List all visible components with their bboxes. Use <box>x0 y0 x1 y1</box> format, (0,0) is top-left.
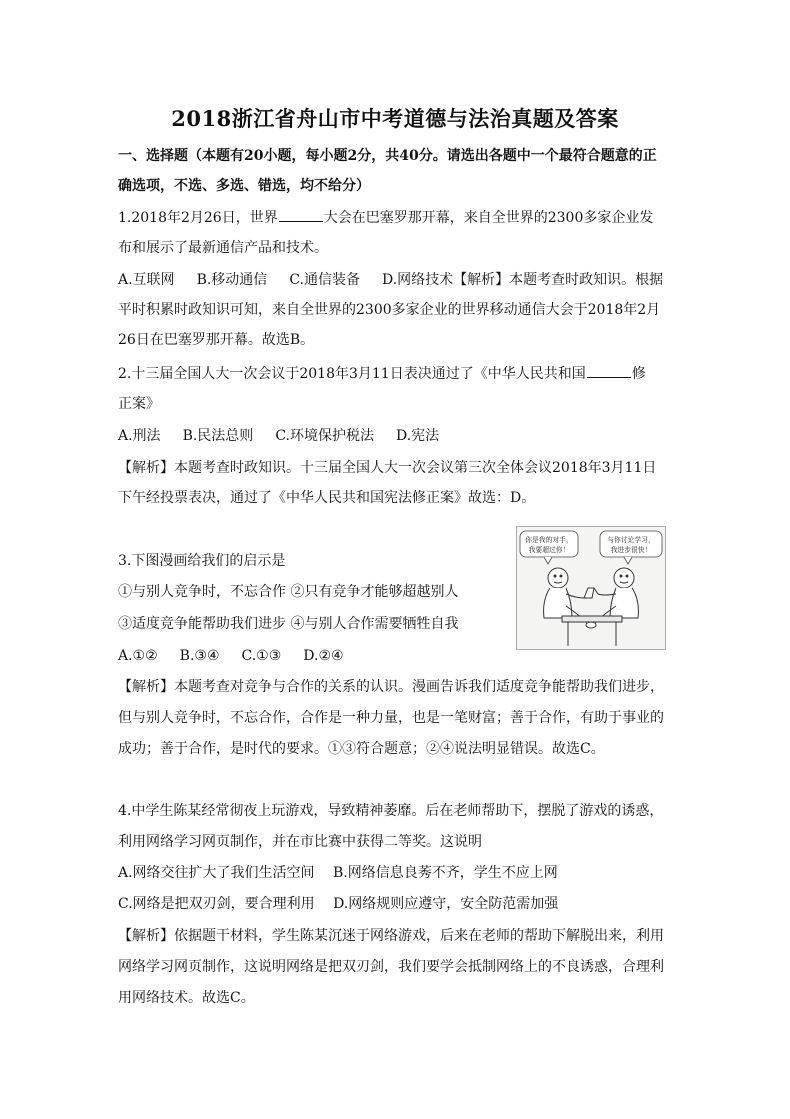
q3-choice-line1: ①与别人竞争时，不忘合作 ②只有竞争才能够超越别人 <box>118 584 459 600</box>
section-heading-line1: 一、选择题（本题有20小题，每小题2分，共40分。请选出各题中一个最符合题意的正 <box>118 148 657 164</box>
q1-stem-line1 <box>118 207 653 228</box>
q2-blank <box>587 363 631 378</box>
comic-bubble-left-text-1: 你是我的对手， <box>525 536 573 544</box>
q4-stem-line1: 4.中学生陈某经常彻夜上玩游戏，导致精神萎靡。后在老师帮助下，摆脱了游戏的诱惑， <box>118 803 664 819</box>
q3-options <box>118 646 344 666</box>
q2-stem-line2: 正案》 <box>118 396 160 412</box>
q4-analysis-line2: 网络学习网页制作，这说明网络是把双刃剑，我们要学会抵制网络上的不良诱惑，合理利 <box>118 959 664 975</box>
q2-option-d: D.宪法 <box>395 428 440 444</box>
document-title: 2018浙江省舟山市中考道德与法治真题及答案 <box>171 106 619 131</box>
comic-bubble-right-text-2: 我进步很快！ <box>610 546 652 554</box>
q1-option-d: D.网络技术 <box>381 272 454 288</box>
q4-analysis-line3: 用网络技术。故选C。 <box>118 990 255 1006</box>
q3-option-c: C.①③ <box>241 648 282 664</box>
comic-bubble-left-text-2: 我要超过你！ <box>528 546 570 554</box>
q1-blank <box>279 207 323 222</box>
q1-option-a: A.互联网 <box>118 272 175 288</box>
q4-analysis-line1: 【解析】依据题干材料，学生陈某沉迷于网络游戏，后来在老师的帮助下解脱出来，利用 <box>118 928 664 944</box>
q3-option-a: A.①② <box>118 648 158 664</box>
q2-option-a: A.刑法 <box>118 428 161 444</box>
q2-stem-line1 <box>118 363 646 384</box>
q3-analysis-line1: 【解析】本题考查对竞争与合作的关系的认识。漫画告诉我们适度竞争能帮助我们进步， <box>118 679 664 695</box>
q1-option-b: B.移动通信 <box>196 272 268 288</box>
q2-analysis-line2: 下午经投票表决，通过了《中华人民共和国宪法修正案》故选：D。 <box>118 490 536 506</box>
q1-analysis-inline: 【解析】本题考查时政知识。根据 <box>453 272 664 288</box>
q2-analysis-line1: 【解析】本题考查时政知识。十三届全国人大一次会议第三次全体会议2018年3月11日 <box>118 460 657 476</box>
q2-stem-part-b: 修 <box>631 366 646 382</box>
q3-option-b: B.③④ <box>179 648 220 664</box>
comic-illustration <box>516 526 666 650</box>
q3-choice-line2: ③适度竞争能帮助我们进步 ④与别人合作需要牺牲自我 <box>118 616 459 632</box>
comic-handshake <box>586 622 596 628</box>
q3-analysis-line3: 成功；善于合作，是时代的要求。①③符合题意；②④说法明显错误。故选C。 <box>118 741 605 757</box>
q3-analysis-line2: 但与别人竞争时，不忘合作，合作是一种力量，也是一笔财富；善于合作，有助于事业的 <box>118 710 664 726</box>
q2-options <box>118 426 439 446</box>
q2-option-b: B.民法总则 <box>182 428 254 444</box>
q1-option-c: C.通信装备 <box>289 272 360 288</box>
q2-option-c: C.环境保护税法 <box>275 428 374 444</box>
q4-stem-line2: 利用网络学习网页制作，并在市比赛中获得二等奖。这说明 <box>118 834 482 850</box>
q1-stem-part-b: 大会在巴塞罗那开幕，来自全世界的2300多家企业发 <box>323 210 654 226</box>
q4-options-line1: A.网络交往扩大了我们生活空间 B.网络信息良莠不齐，学生不应上网 <box>118 865 558 881</box>
q1-analysis-line3: 26日在巴塞罗那开幕。故选B。 <box>118 332 315 348</box>
q3-stem: 3.下图漫画给我们的启示是 <box>118 553 286 569</box>
q1-stem-line2: 布和展示了最新通信产品和技术。 <box>118 240 328 256</box>
q1-options <box>118 270 663 290</box>
section-heading-line2: 确选项，不选、多选、错选，均不给分） <box>118 178 370 194</box>
q4-options-line2: C.网络是把双刃剑，要合理利用 D.网络规则应遵守，安全防范需加强 <box>118 896 559 912</box>
q1-analysis-line2: 平时积累时政知识可知，来自全世界的2300多家企业的世界移动通信大会于2018年2月 <box>118 302 661 318</box>
q3-option-d: D.②④ <box>303 648 344 664</box>
q2-stem-part-a: 2.十三届全国人大一次会议于2018年3月11日表决通过了《中华人民共和国 <box>118 366 586 382</box>
q1-stem-part-a: 1.2018年2月26日，世界 <box>118 210 278 226</box>
comic-bubble-right-text-1: 与你讨论学习， <box>607 536 655 544</box>
